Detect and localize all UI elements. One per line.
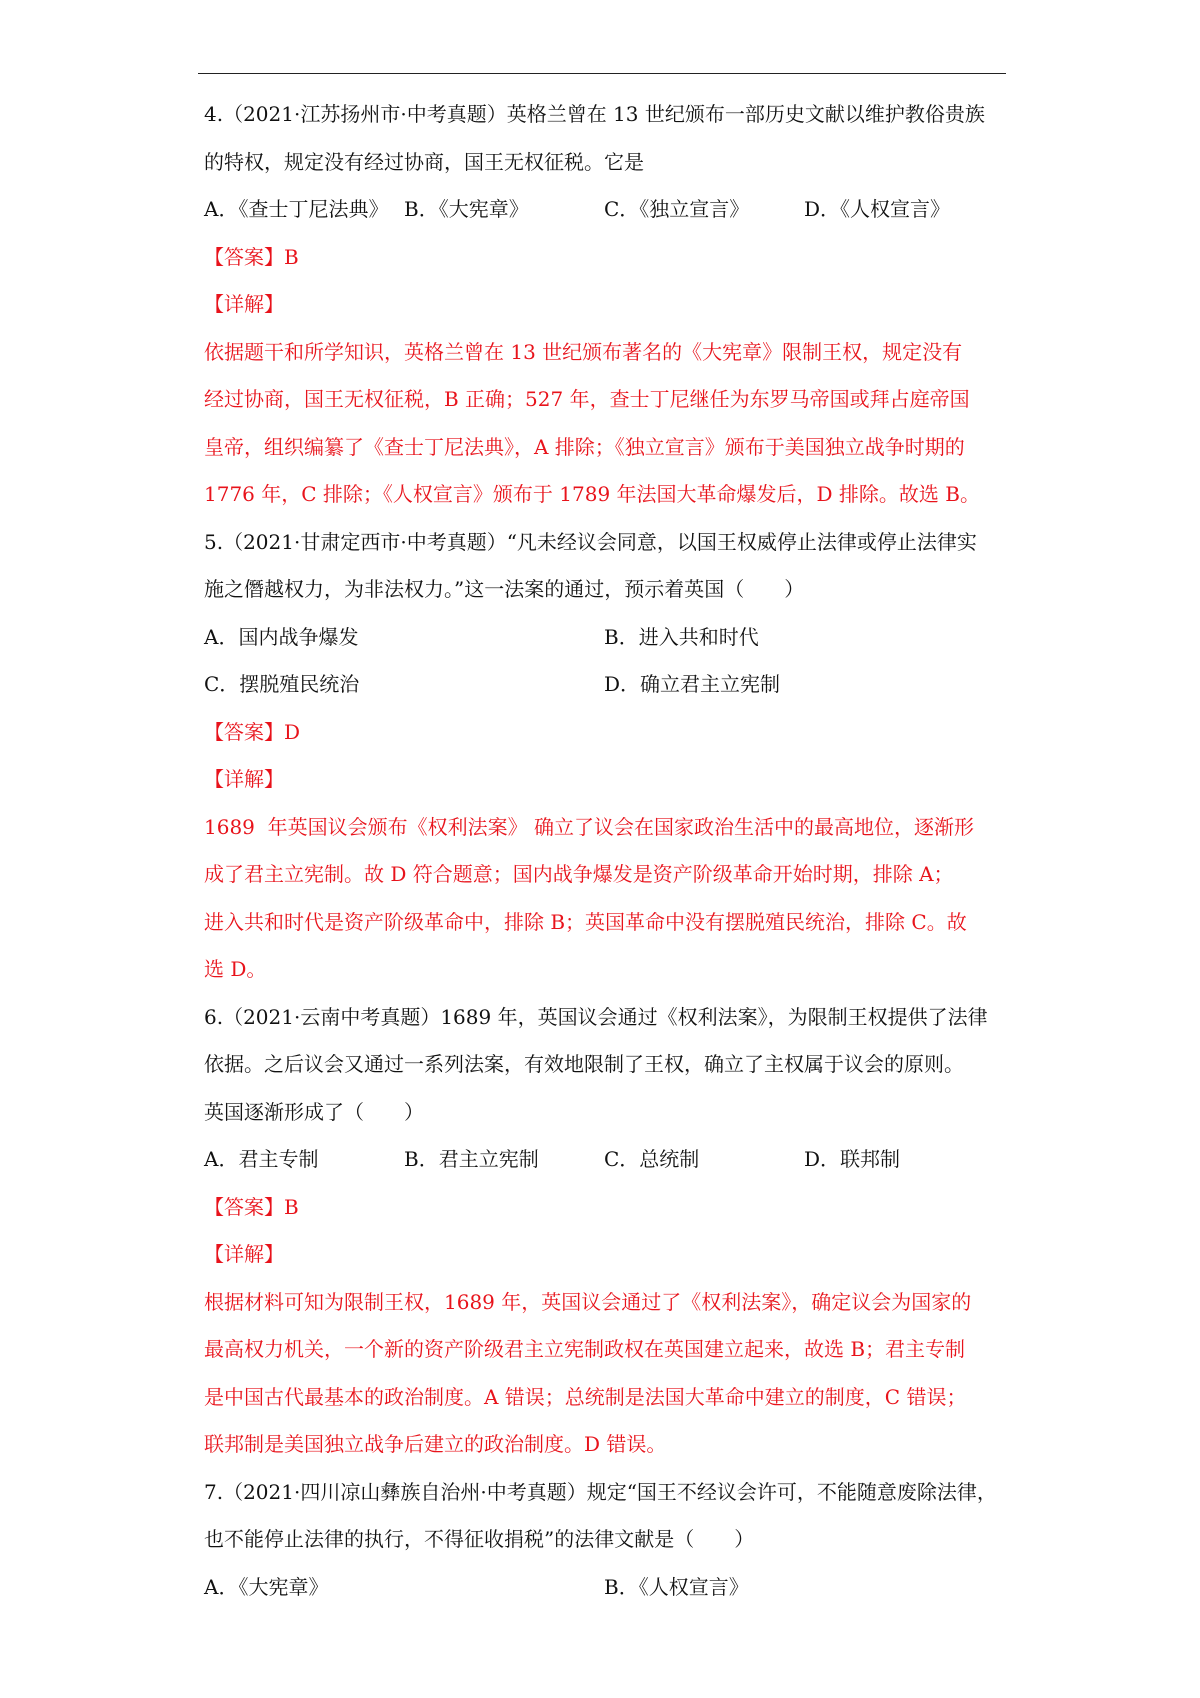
answer-label: 【答案】B xyxy=(204,1194,299,1219)
detail-line: 1776 年，C 排除；《人权宣言》颁布于 1789 年法国大革命爆发后，D 排除。故选 B。 xyxy=(204,482,980,506)
header-rule xyxy=(198,73,1006,74)
question-6 xyxy=(204,994,1004,1469)
detail-label: 【详解】 xyxy=(204,767,284,791)
detail-label: 【详解】 xyxy=(204,292,284,316)
question-stem-line: 依据。之后议会又通过一系列法案，有效地限制了王权，确立了主权属于议会的原则。 xyxy=(204,1052,964,1076)
detail-line: 进入共和时代是资产阶级革命中，排除 B；英国革命中没有摆脱殖民统治，排除 C。故 xyxy=(204,909,967,934)
question-stem-line: 也不能停止法律的执行，不得征收捐税”的法律文献是（ ） xyxy=(204,1527,755,1551)
question-stem-line: 4.（2021·江苏扬州市·中考真题）英格兰曾在 13 世纪颁布一部历史文献以维护教俗贵族 xyxy=(204,102,985,126)
detail-line: 依据题干和所学知识，英格兰曾在 13 世纪颁布著名的《大宪章》限制王权，规定没有 xyxy=(204,339,963,364)
option-b: B．《人权宣言》 xyxy=(604,1574,749,1599)
options-row xyxy=(204,1136,1004,1184)
option-d: D．《人权宣言》 xyxy=(804,197,951,221)
option-b: B．君主立宪制 xyxy=(404,1147,539,1171)
detail-line: 1689 年英国议会颁布《权利法案》 确立了议会在国家政治生活中的最高地位，逐渐形 xyxy=(204,814,974,839)
question-7 xyxy=(204,1469,1004,1612)
question-stem-line: 7.（2021·四川凉山彝族自治州·中考真题）规定“国王不经议会许可，不能随意废除法律， xyxy=(204,1479,997,1504)
detail-line: 是中国古代最基本的政治制度。A 错误；总统制是法国大革命中建立的制度，C 错误； xyxy=(204,1384,967,1409)
detail-line: 选 D。 xyxy=(204,957,267,981)
question-5 xyxy=(204,519,1004,994)
question-stem-line: 6.（2021·云南中考真题）1689 年，英国议会通过《权利法案》，为限制王权提供了法律 xyxy=(204,1004,988,1029)
answer-label: 【答案】D xyxy=(204,719,301,744)
options-row xyxy=(204,186,1004,234)
option-c: C．总统制 xyxy=(604,1147,700,1171)
option-c: C．摆脱殖民统治 xyxy=(204,672,360,696)
option-a: A．《查士丁尼法典》 xyxy=(204,197,389,221)
option-d: D．联邦制 xyxy=(804,1147,901,1171)
detail-line: 根据材料可知为限制王权，1689 年，英国议会通过了《权利法案》，确定议会为国家的 xyxy=(204,1289,972,1314)
option-a: A．国内战争爆发 xyxy=(204,624,359,649)
answer-label: 【答案】B xyxy=(204,244,299,269)
question-stem-line: 英国逐渐形成了（ ） xyxy=(204,1099,424,1124)
question-4 xyxy=(204,91,1004,519)
question-stem-line: 施之僭越权力，为非法权力。”这一法案的通过，预示着英国（ ） xyxy=(204,577,805,601)
detail-line: 皇帝，组织编纂了《查士丁尼法典》，A 排除；《独立宣言》颁布于美国独立战争时期的 xyxy=(204,434,965,459)
question-list xyxy=(204,91,1004,1611)
options-row xyxy=(204,614,1004,662)
detail-line: 经过协商，国王无权征税，B 正确；527 年，查士丁尼继任为东罗马帝国或拜占庭帝国 xyxy=(204,387,970,411)
detail-line: 联邦制是美国独立战争后建立的政治制度。D 错误。 xyxy=(204,1432,667,1456)
options-row xyxy=(204,1564,1004,1612)
question-stem-line: 5.（2021·甘肃定西市·中考真题）“凡未经议会同意，以国王权威停止法律或停止法律实 xyxy=(204,529,977,554)
detail-label: 【详解】 xyxy=(204,1242,284,1266)
option-b: B．《大宪章》 xyxy=(404,197,529,221)
detail-line: 成了君主立宪制。故 D 符合题意；国内战争爆发是资产阶级革命开始时期，排除 A； xyxy=(204,862,954,886)
detail-line: 最高权力机关，一个新的资产阶级君主立宪制政权在英国建立起来，故选 B；君主专制 xyxy=(204,1337,966,1361)
options-row xyxy=(204,661,1004,709)
option-a: A．《大宪章》 xyxy=(204,1574,329,1599)
option-b: B．进入共和时代 xyxy=(604,624,759,649)
option-c: C．《独立宣言》 xyxy=(604,197,750,221)
option-d: D．确立君主立宪制 xyxy=(604,672,781,696)
option-a: A．君主专制 xyxy=(204,1147,319,1171)
question-stem-line: 的特权，规定没有经过协商，国王无权征税。它是 xyxy=(204,149,644,174)
